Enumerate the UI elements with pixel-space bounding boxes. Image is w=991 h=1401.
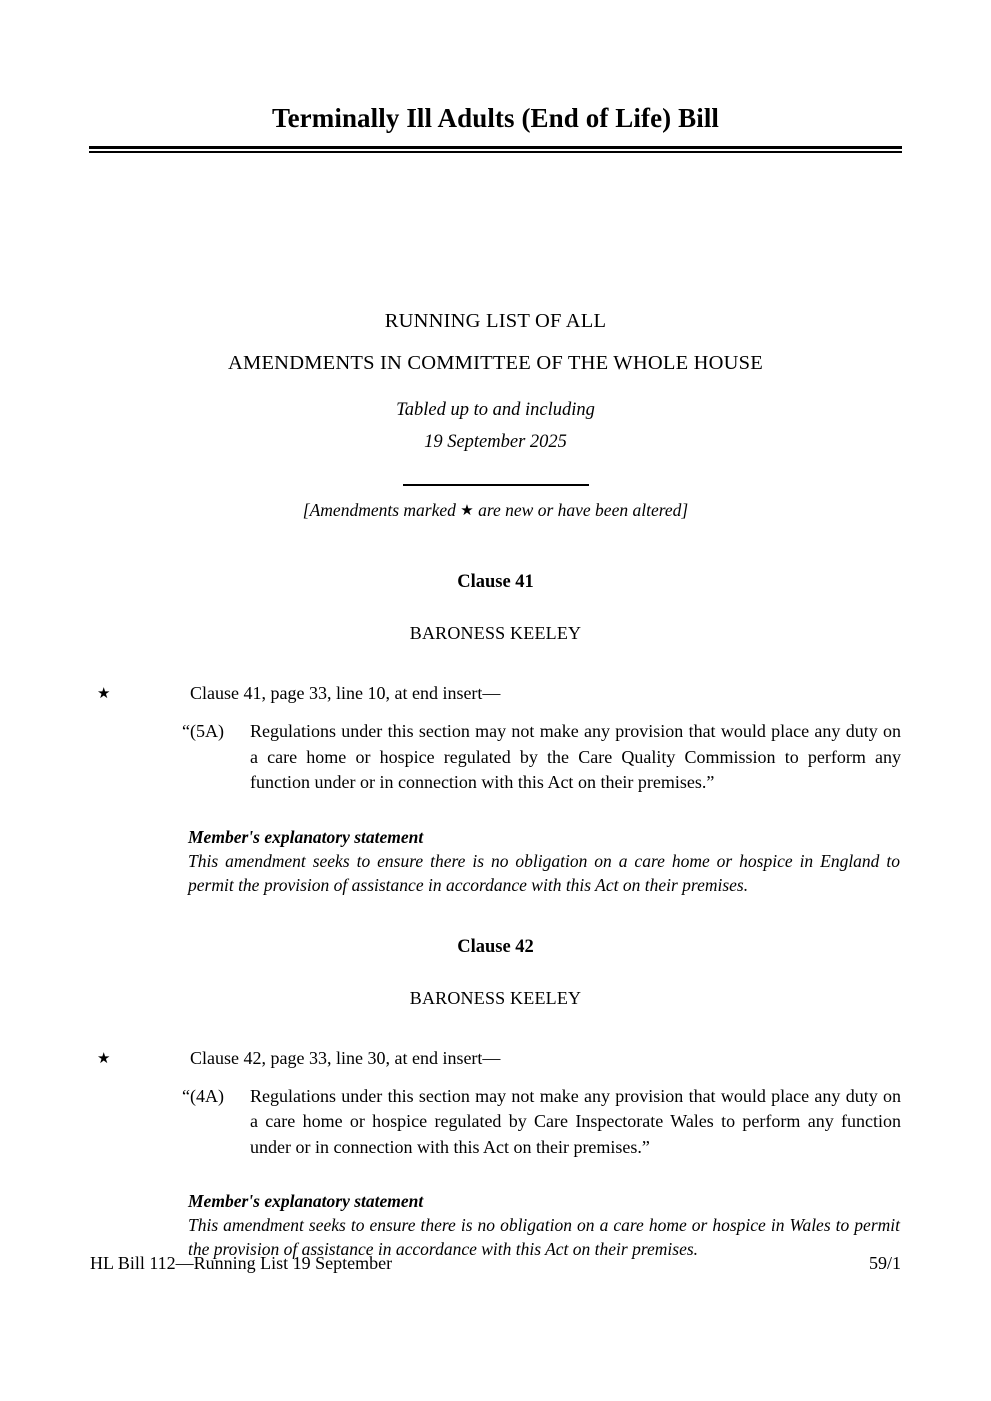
explanatory-statement	[188, 1190, 900, 1261]
member-name: BARONESS KEELEY	[409, 623, 582, 643]
star-legend-prefix: [Amendments marked	[302, 500, 461, 520]
new-amendment-star-icon: ★	[97, 1050, 111, 1067]
new-amendment-star-icon: ★	[97, 686, 111, 702]
masthead-line-2: AMENDMENTS IN COMMITTEE OF THE WHOLE HOUSE	[228, 352, 763, 374]
amendment-section	[90, 572, 901, 897]
star-legend-suffix: are new or have been altered]	[473, 500, 689, 520]
title-divider	[89, 146, 902, 153]
amendment-reference: Clause 41, page 33, line 10, at end insert—	[190, 683, 501, 703]
member-name: BARONESS KEELEY	[409, 987, 582, 1008]
tabled-date: 19 September 2025	[424, 432, 567, 452]
amendment-quote	[182, 719, 901, 796]
explanatory-statement-title: Member's explanatory statement	[188, 826, 424, 847]
section-spacer	[90, 897, 901, 937]
explanatory-statement-body: This amendment seeks to ensure there is no obligation on a care home or hospice in Wales to permit the provision of assistance in accordance with this Act on their premises.	[188, 1215, 900, 1259]
footer-bill-reference: HL Bill 112—Running List 19 September	[90, 1253, 393, 1273]
tabled-label: Tabled up to and including	[396, 400, 595, 420]
explanatory-statement-body: This amendment seeks to ensure there is no obligation on a care home or hospice in England to permit the provision of assistance in accordance with this Act on their premises.	[188, 850, 900, 895]
masthead-divider	[403, 484, 589, 486]
amendment-row	[90, 1046, 901, 1070]
page-footer	[90, 1253, 901, 1274]
star-icon: ★	[460, 503, 474, 519]
explanatory-statement	[188, 826, 900, 897]
masthead-line-1: RUNNING LIST OF ALL	[384, 310, 607, 332]
amendment-row	[90, 681, 901, 705]
clause-heading: Clause 41	[457, 572, 534, 592]
amendment-quote-number: “(5A)	[182, 721, 224, 741]
clause-heading: Clause 42	[457, 936, 534, 957]
amendment-quote	[182, 1084, 901, 1161]
masthead-spacer	[90, 384, 901, 394]
masthead	[90, 300, 901, 486]
amendment-quote-text: Regulations under this section may not make any provision that would place any duty on a care home or hospice regulated by Care Inspectorate Wales to perform any function under or in connection with this Act on their premises.”	[250, 1085, 901, 1157]
footer-page-number: 59/1	[868, 1253, 901, 1273]
amendment-quote-number: “(4A)	[182, 1085, 224, 1106]
title-divider-lower	[89, 151, 902, 153]
amendment-reference: Clause 42, page 33, line 30, at end insert—	[190, 1047, 501, 1068]
amendment-quote-text: Regulations under this section may not make any provision that would place any duty on a care home or hospice regulated by the Care Quality Commission to perform any function under or in connection with this Act on their premises.”	[250, 721, 901, 792]
amendment-section	[90, 937, 901, 1262]
star-legend	[90, 500, 901, 521]
page-title: Terminally Ill Adults (End of Life) Bill	[271, 103, 720, 133]
amendments-list	[90, 572, 901, 1261]
explanatory-statement-title: Member's explanatory statement	[188, 1191, 424, 1211]
